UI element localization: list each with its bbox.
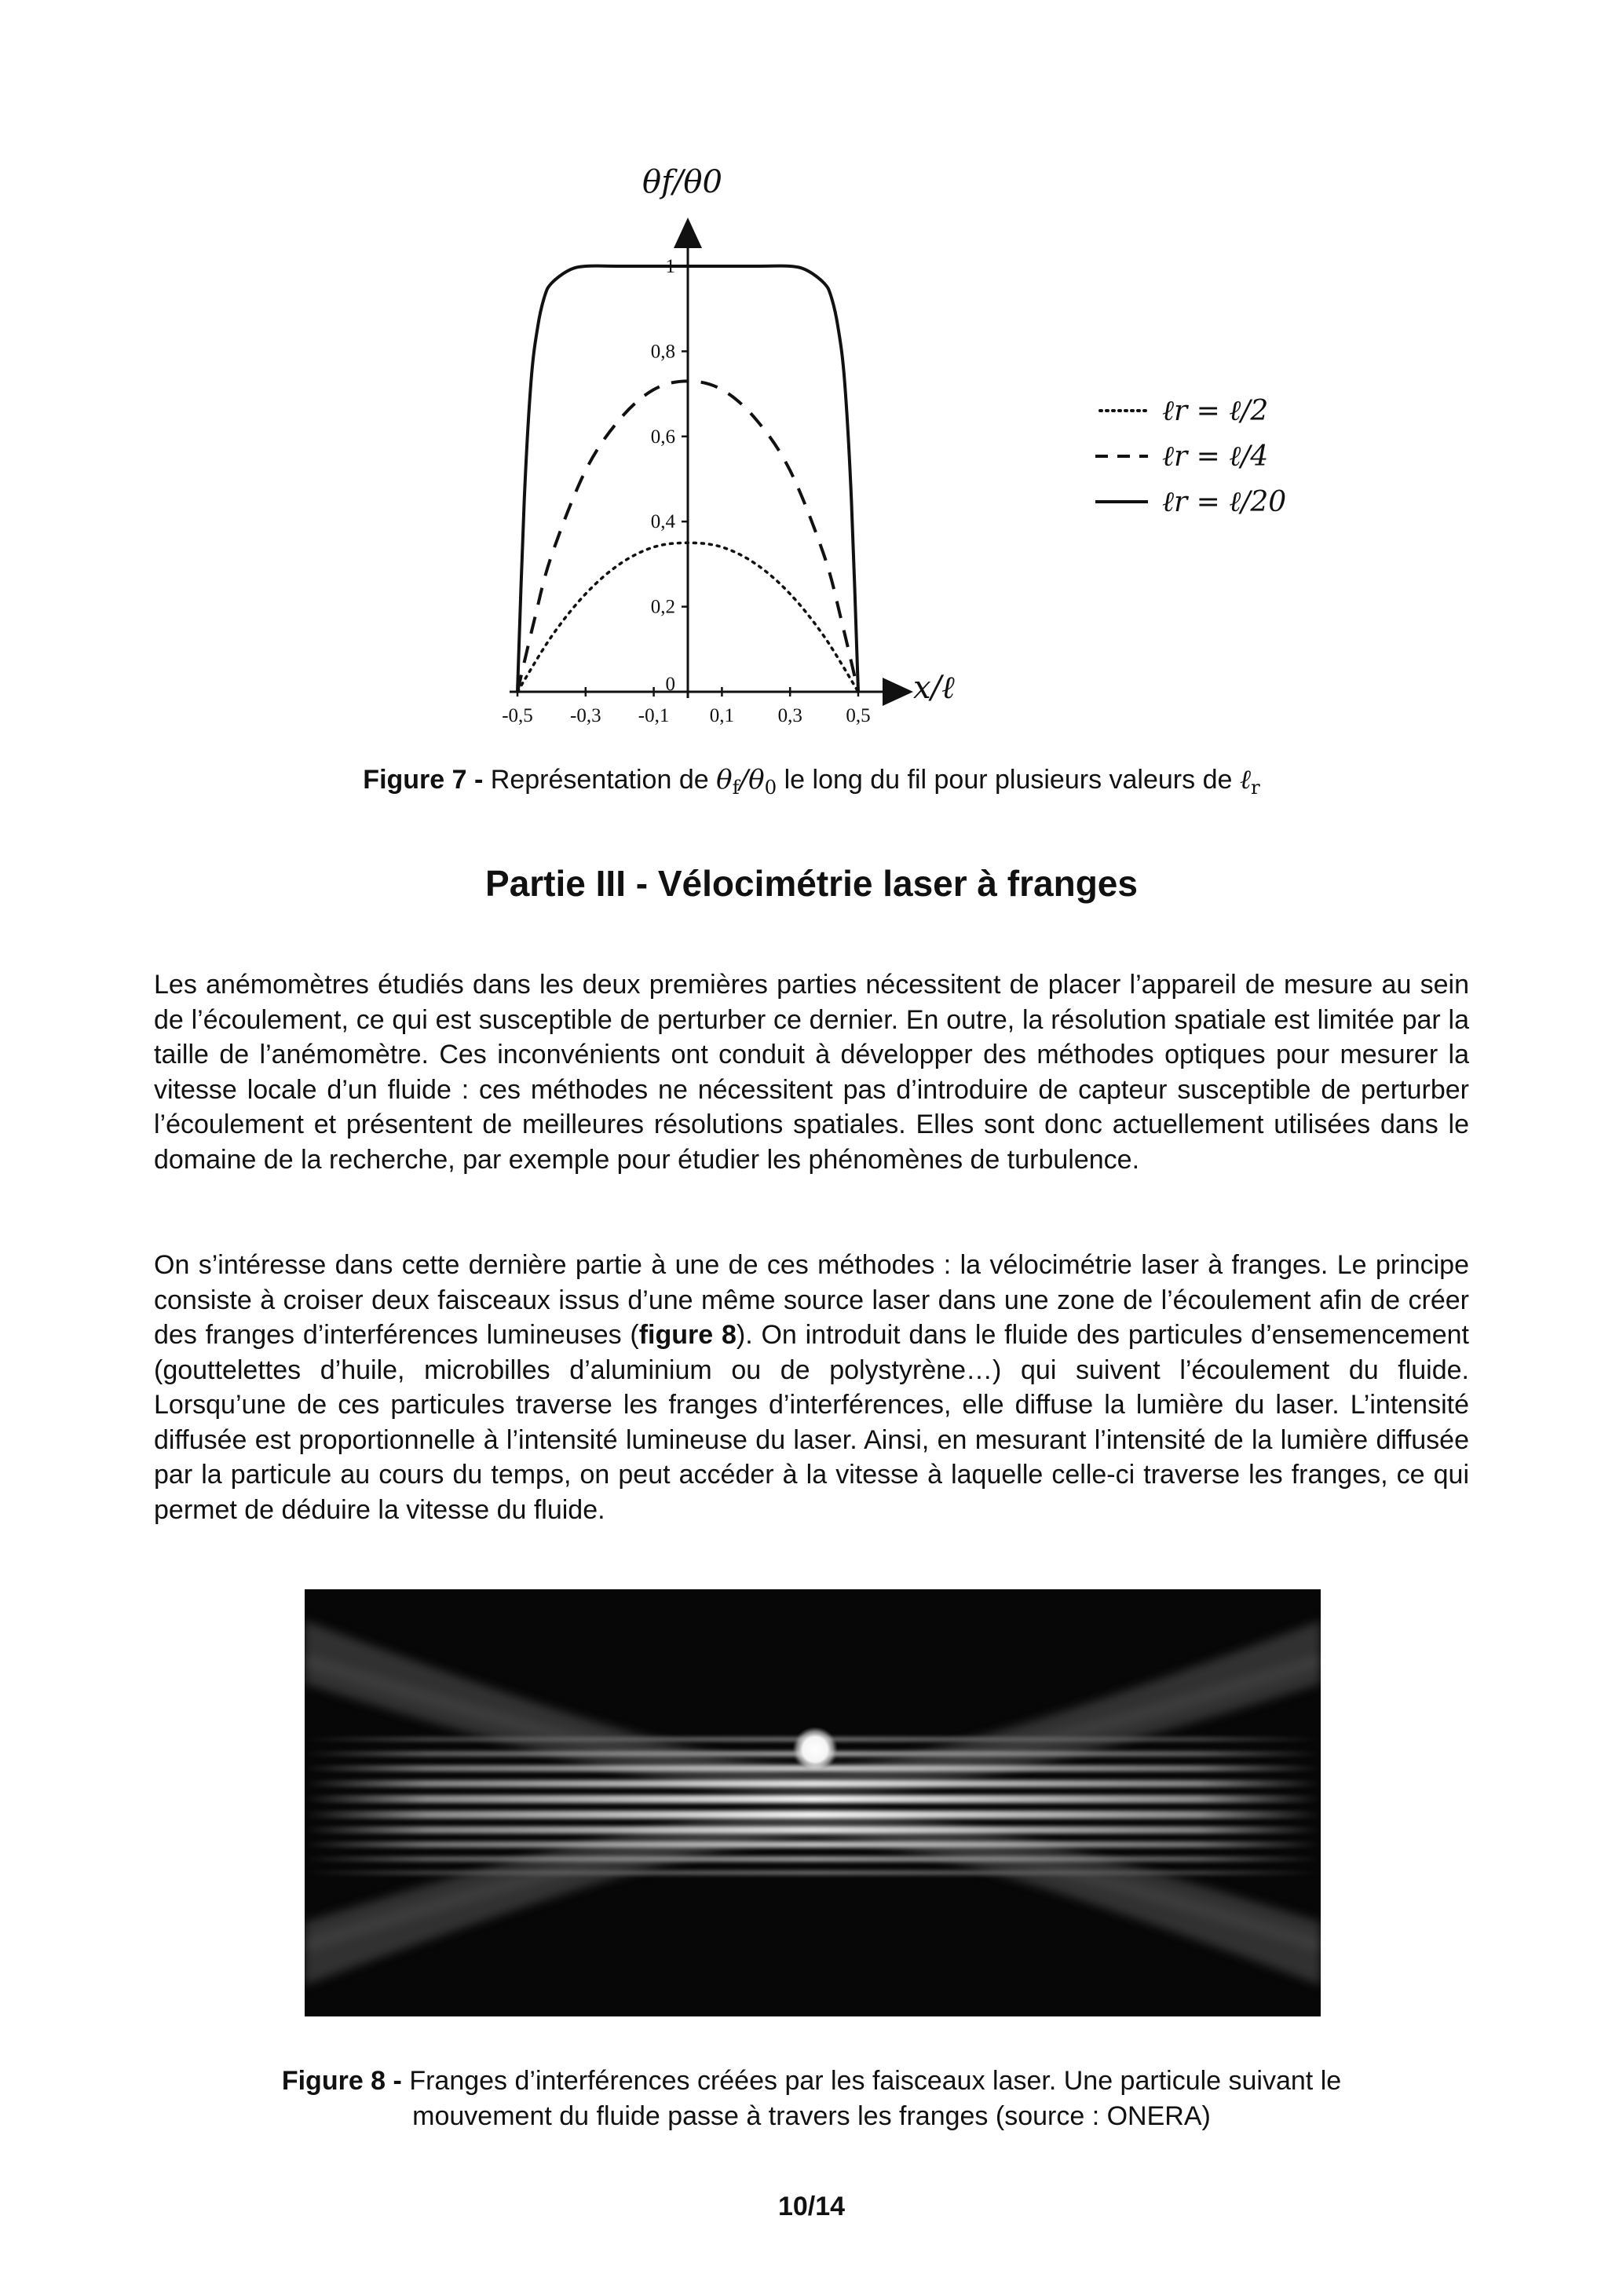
- page-number: 10/14: [777, 2192, 846, 2221]
- y-tick-label: 0,2: [650, 596, 675, 618]
- x-axis-label: x/ℓ: [913, 670, 955, 706]
- legend-label: ℓr = ℓ/2: [1162, 395, 1269, 427]
- legend-label: ℓr = ℓ/4: [1162, 441, 1269, 473]
- x-tick-label: 0,3: [777, 705, 802, 726]
- fringes-illustration: [305, 1589, 1321, 2016]
- seeding-particle: [792, 1727, 838, 1772]
- x-tick-label: -0,3: [570, 705, 601, 726]
- figure-7-caption-math2: ℓ$_r$: [1239, 764, 1260, 799]
- paragraph-principle: [154, 1248, 1469, 1527]
- figure-7-caption: [0, 762, 1623, 805]
- figure-7-svg: [338, 153, 1327, 750]
- figure-7-chart: [338, 153, 1327, 750]
- y-tick-label: 1: [665, 256, 675, 277]
- figure-8-fringes-image: [305, 1589, 1321, 2016]
- x-tick-label: -0,1: [638, 705, 670, 726]
- paragraph-intro: Les anémomètres étudiés dans les deux premières parties nécessitent de placer l’appareil de mesure au sein de l’écoulement, ce qui est susceptible de perturber ce dernier. En outre, la résolution spatiale est limitée par la taille de l’anémomètre. Ces inconvénients ont conduit à développer des méthodes optiques pour mesurer la vitesse locale d’un fluide : ces méthodes ne nécessitent pas d’introduire de capteur susceptible de perturber l’écoulement et présentent de meilleures résolutions spatiales. Elles sont donc actuellement utilisées dans le domaine de la recherche, par exemple pour étudier les phénomènes de turbulence.: [154, 970, 1469, 1175]
- y-tick-label: 0,4: [650, 511, 675, 533]
- paragraph-principle-part2: ). On introduit dans le fluide des particules d’ensemencement (gouttelettes d’huile, microbilles d’aluminium ou de polystyrène…) qui suivent l’écoulement du fluide. Lorsqu’une de ces particules traverse les franges d’interférences, elle diffuse la lumière du laser. L’intensité diffusée est proportionnelle à l’intensité lumineuse du laser. Ainsi, en mesurant l’intensité de la lumière diffusée par la particule au cours du temps, on peut accéder à la vitesse à laquelle celle-ci traverse les franges, ce qui permet de déduire la vitesse du fluide.: [154, 1320, 1469, 1525]
- figure-8-reference: figure 8: [638, 1320, 737, 1350]
- y-tick-label: 0,8: [650, 341, 675, 363]
- section-heading: Partie III - Vélocimétrie laser à franges: [485, 863, 1138, 904]
- paragraph-principle-part1: On s’intéresse dans cette dernière partie à une de ces méthodes : la vélocimétrie laser à franges. Le principe consiste à croiser deux faisceaux issus d’une même source laser dans une zone de l’écoulement afin de créer des franges d’interférences lumineuses (: [154, 1250, 1469, 1350]
- y-axis-label: θf/θ0: [642, 164, 722, 200]
- figure-8-caption-line2: mouvement du fluide passe à travers les franges (source : ONERA): [412, 2101, 1211, 2131]
- figure-8-caption-line1: Franges d’interférences créées par les faisceaux laser. Une particule suivant le: [401, 2066, 1342, 2096]
- figure-7-caption-math: $\theta_f/\theta_0$: [716, 764, 777, 799]
- x-tick-label: -0,5: [502, 705, 533, 726]
- figure-8-caption: [0, 2064, 1623, 2134]
- y-tick-label: 0: [665, 674, 675, 695]
- figure-7-caption-text2: le long du fil pour plusieurs valeurs de: [777, 765, 1240, 795]
- figure-8-caption-label: Figure 8 -: [281, 2066, 402, 2096]
- x-tick-label: 0,5: [846, 705, 871, 726]
- y-tick-label: 0,6: [650, 426, 675, 448]
- figure-7-caption-label: Figure 7 -: [363, 765, 484, 795]
- legend-label: ℓr = ℓ/20: [1162, 486, 1287, 518]
- x-tick-label: 0,1: [709, 705, 735, 726]
- figure-7-caption-text: Représentation de: [483, 765, 717, 795]
